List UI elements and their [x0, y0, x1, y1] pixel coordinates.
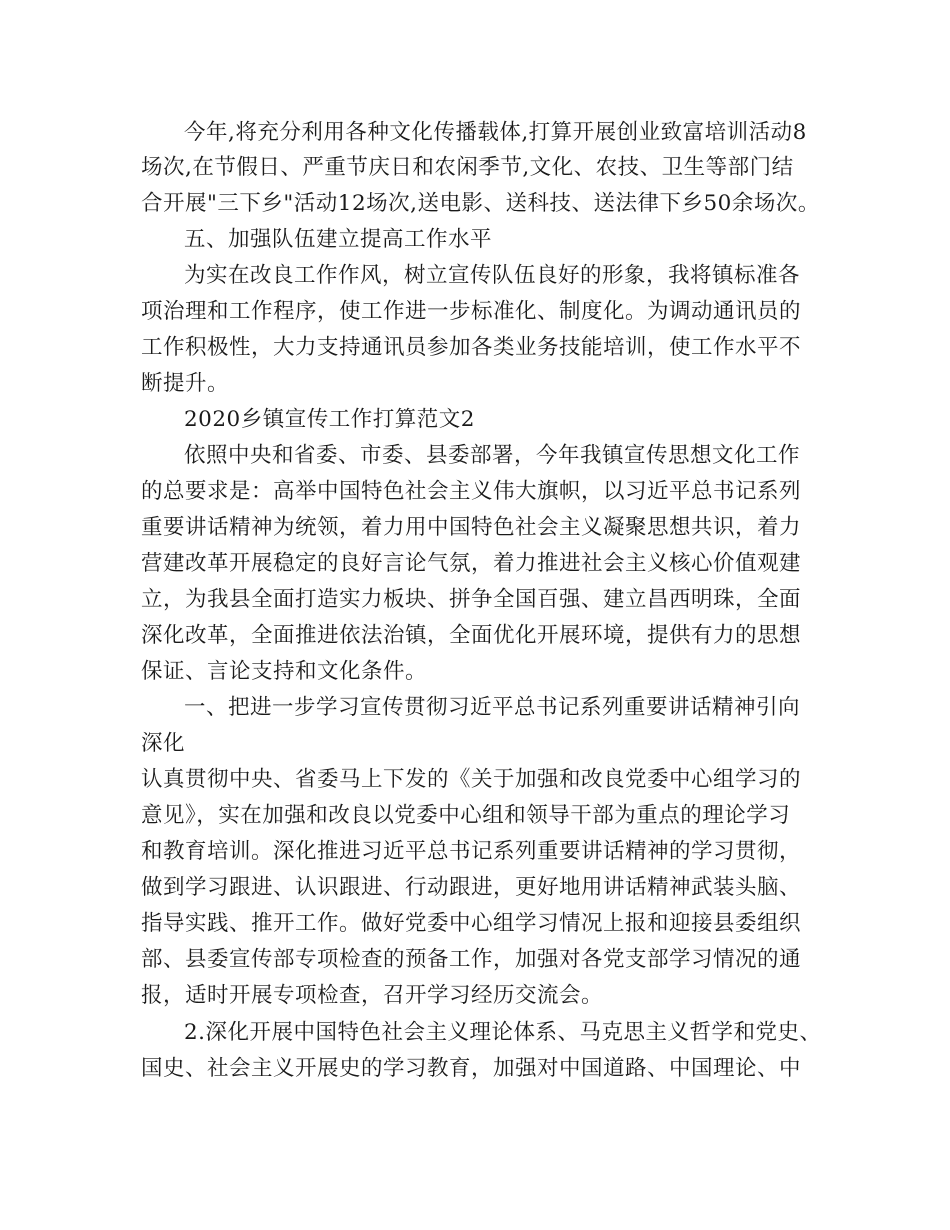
paragraph-line: 为实在改良工作作风，树立宣传队伍良好的形象，我将镇标准各 [184, 263, 801, 288]
paragraph-line: 断提升。 [141, 371, 230, 396]
paragraph-line: 意见》，实在加强和改良以党委中心组和领导干部为重点的理论学习 [141, 803, 791, 828]
paragraph-line: 的总要求是：高举中国特色社会主义伟大旗帜，以习近平总书记系列 [141, 479, 802, 504]
paragraph-line: 认真贯彻中央、省委马上下发的《关于加强和改良党委中心组学习的 [141, 767, 802, 792]
paragraph-line: 重要讲话精神为统领，着力用中国特色社会主义凝聚思想共识，着力 [141, 515, 802, 540]
paragraph-line: 指导实践、推开工作。做好党委中心组学习情况上报和迎接县委组织 [141, 911, 802, 936]
paragraph-line: 依照中央和省委、市委、县委部署，今年我镇宣传思想文化工作 [184, 443, 801, 468]
paragraph-line: 场次,在节假日、严重节庆日和农闲季节,文化、农技、卫生等部门结 [141, 155, 794, 180]
paragraph-line: 深化改革，全面推进依法治镇，全面优化开展环境，提供有力的思想 [141, 623, 802, 648]
section-heading: 一、把进一步学习宣传贯彻习近平总书记系列重要讲话精神引向 [184, 695, 801, 720]
paragraph-line: 立，为我县全面打造实力板块、拼争全国百强、建立昌西明珠，全面 [141, 587, 802, 612]
paragraph-line: 和教育培训。深化推进习近平总书记系列重要讲话精神的学习贯彻， [141, 839, 802, 864]
document-subtitle: 2020乡镇宣传工作打算范文2 [184, 407, 475, 432]
paragraph-line: 营建改革开展稳定的良好言论气氛，着力推进社会主义核心价值观建 [141, 551, 802, 576]
paragraph-line: 工作积极性，大力支持通讯员参加各类业务技能培训，使工作水平不 [141, 335, 802, 360]
paragraph-line: 项治理和工作程序，使工作进一步标准化、制度化。为调动通讯员的 [141, 299, 802, 324]
paragraph-line: 保证、言论支持和文化条件。 [141, 659, 428, 684]
section-heading: 五、加强队伍建立提高工作水平 [184, 227, 493, 252]
section-heading: 深化 [141, 731, 186, 756]
paragraph-line: 国史、社会主义开展史的学习教育，加强对中国道路、中国理论、中 [141, 1056, 802, 1081]
paragraph-line: 做到学习跟进、认识跟进、行动跟进，更好地用讲话精神武装头脑、 [141, 875, 802, 900]
paragraph-line: 2.深化开展中国特色社会主义理论体系、马克思主义哲学和党史、 [184, 1020, 822, 1045]
paragraph-line: 部、县委宣传部专项检查的预备工作，加强对各党支部学习情况的通 [141, 947, 802, 972]
paragraph-line: 今年,将充分利用各种文化传播载体,打算开展创业致富培训活动8 [184, 120, 807, 145]
paragraph-line: 合开展"三下乡"活动12场次,送电影、送科技、送法律下乡50余场次。 [141, 191, 820, 216]
paragraph-line: 报，适时开展专项检查，召开学习经历交流会。 [141, 983, 604, 1008]
